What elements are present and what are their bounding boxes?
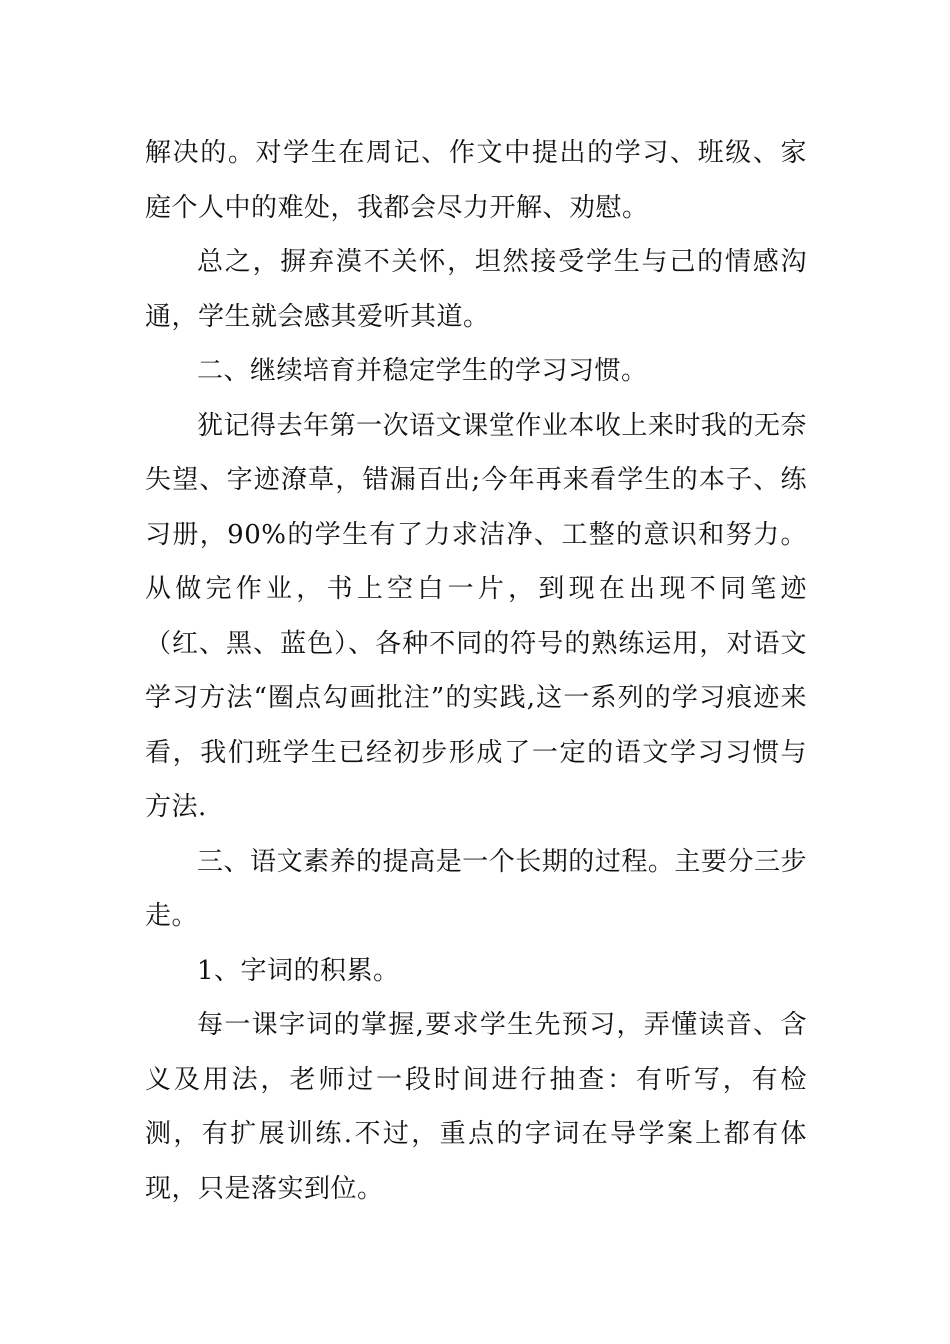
- section-heading-two: 二、继续培育并稳定学生的学习习惯。: [197, 356, 648, 386]
- document-body: [145, 126, 807, 1216]
- paragraph-summary: 总之，摒弃漠不关怀，坦然接受学生与己的情感沟通，学生就会感其爱听其道。: [145, 247, 807, 332]
- section-heading-three: 三、语文素养的提高是一个长期的过程。主要分三步走。: [145, 846, 807, 931]
- paragraph-vocabulary: 每一课字词的掌握,要求学生先预习，弄懂读音、含义及用法，老师过一段时间进行抽查：有听写，有检测，有扩展训练.不过，重点的字词在导学案上都有体现，只是落实到位。: [145, 1010, 807, 1204]
- paragraph-continuation: 解决的。对学生在周记、作文中提出的学习、班级、家庭个人中的难处，我都会尽力开解、劝慰。: [145, 138, 807, 223]
- subheading-vocabulary: 1、字词的积累。: [197, 955, 400, 986]
- paragraph-habits: 犹记得去年第一次语文课堂作业本收上来时我的无奈失望、字迹潦草，错漏百出;今年再来看学生的本子、练习册，90%的学生有了力求洁净、工整的意识和努力。从做完作业，书上空白一片，到现在出现不同笔迹（红、黑、蓝色）、各种不同的符号的熟练运用，对语文学习方法“圈点勾画批注”的实践,这一系列的学习痕迹来看，我们班学生已经初步形成了一定的语文学习习惯与方法.: [145, 410, 807, 822]
